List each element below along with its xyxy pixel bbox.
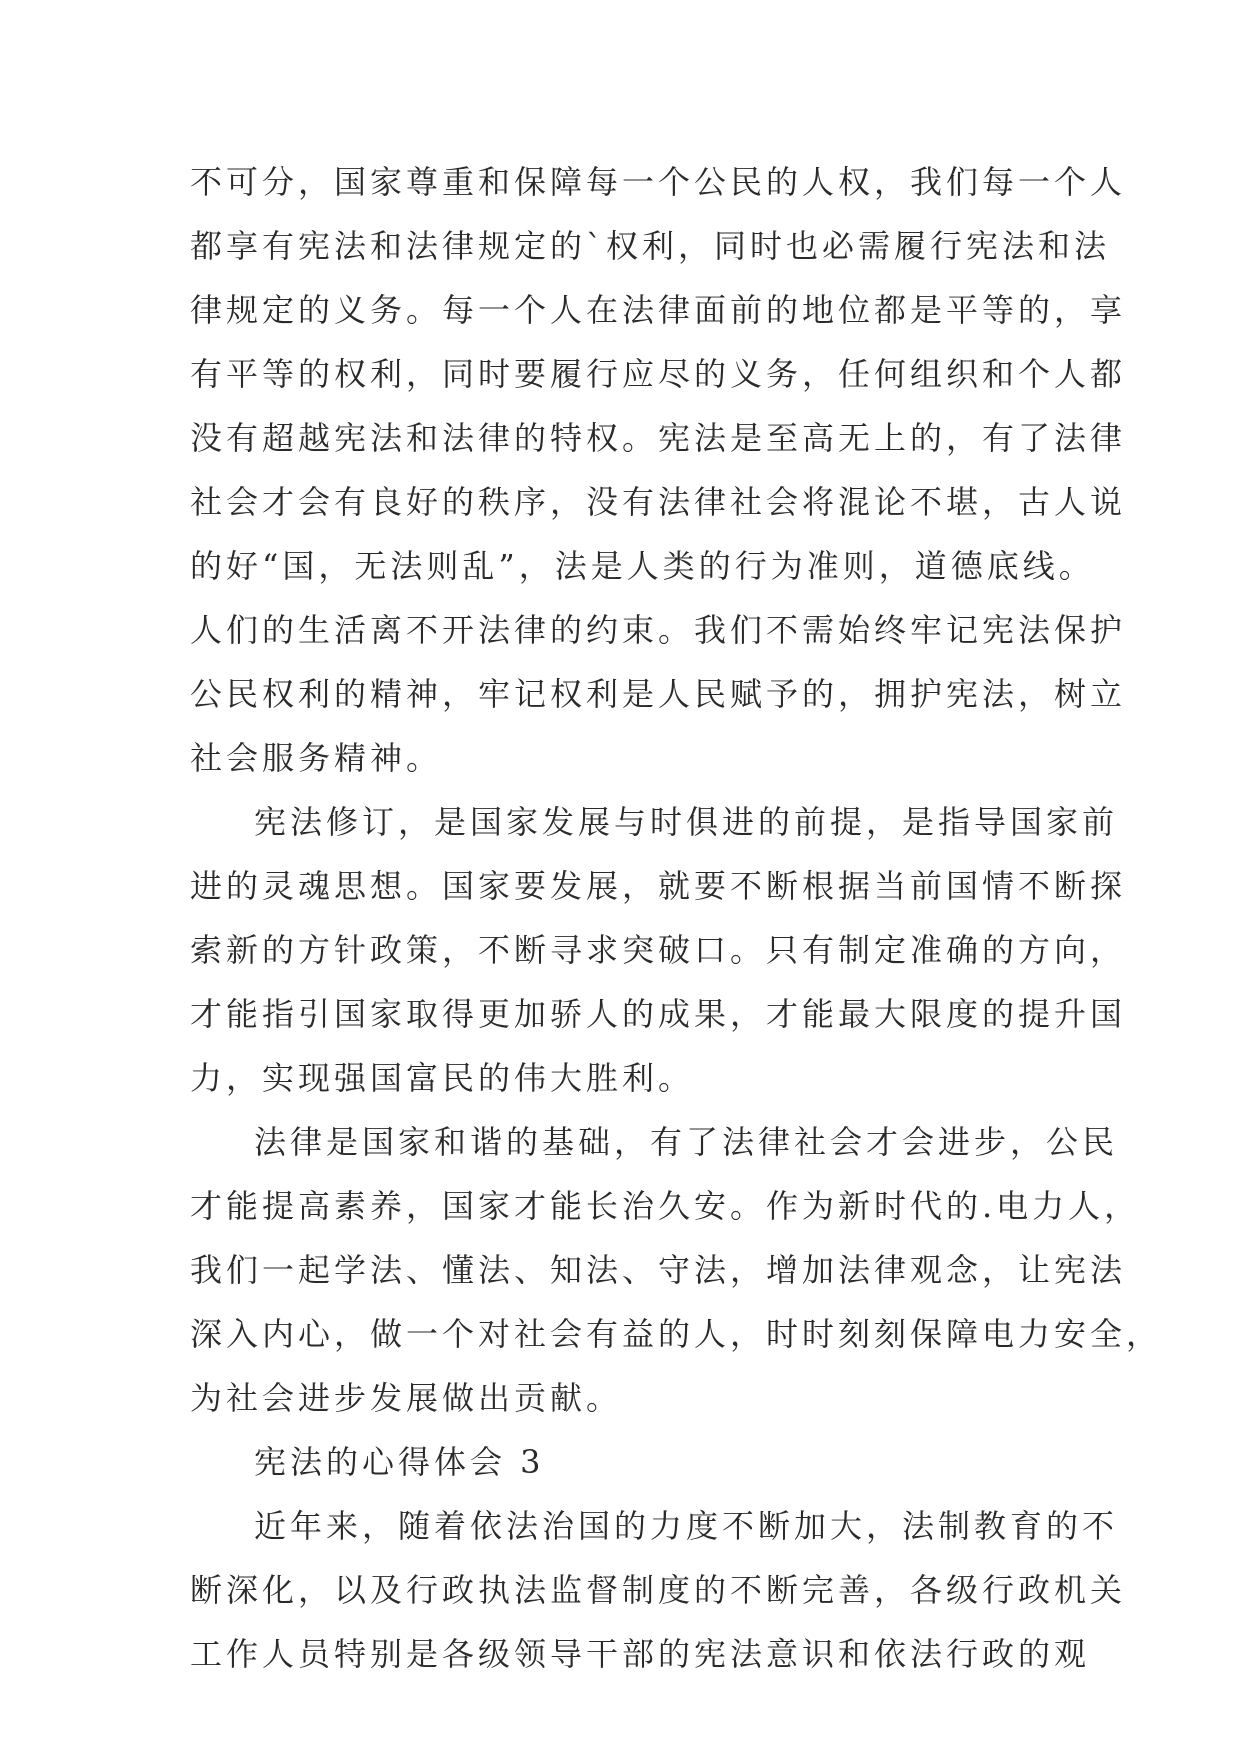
text-line: 社会服务精神。 [190,739,443,777]
text-line: 的好“国，无法则乱”，法是人类的行为准则，道德底线。 [190,547,1095,585]
text-line: 索新的方针政策，不断寻求突破口。只有制定准确的方向， [190,931,1127,969]
text-line: 为社会进步发展做出贡献。 [190,1379,623,1417]
text-line: 社会才会有良好的秩序，没有法律社会将混论不堪，古人说 [190,483,1127,521]
text-line: 有平等的权利，同时要履行应尽的义务，任何组织和个人都 [190,355,1127,393]
text-line: 进的灵魂思想。国家要发展，就要不断根据当前国情不断探 [190,867,1127,905]
paragraph-start-line: 宪法修订，是国家发展与时俱进的前提，是指导国家前 [254,803,1119,841]
paragraph-start-line: 法律是国家和谐的基础，有了法律社会才会进步，公民 [254,1123,1119,1161]
text-line: 深入内心，做一个对社会有益的人，时时刻刻保障电力安全， [190,1315,1163,1353]
text-line: 律规定的义务。每一个人在法律面前的地位都是平等的，享 [190,291,1127,329]
text-line: 断深化，以及行政执法监督制度的不断完善，各级行政机关 [190,1571,1127,1609]
text-line: 都享有宪法和法律规定的`权利，同时也必需履行宪法和法 [190,227,1111,265]
text-line: 不可分，国家尊重和保障每一个公民的人权，我们每一个人 [190,163,1127,201]
text-line: 人们的生活离不开法律的约束。我们不需始终牢记宪法保护 [190,611,1127,649]
text-line: 我们一起学法、懂法、知法、守法，增加法律观念，让宪法 [190,1251,1127,1289]
paragraph-start-line: 近年来，随着依法治国的力度不断加大，法制教育的不 [254,1507,1119,1545]
text-line: 力，实现强国富民的伟大胜利。 [190,1059,695,1097]
section-heading: 宪法的心得体会 3 [254,1443,545,1481]
text-line: 才能指引国家取得更加骄人的成果，才能最大限度的提升国 [190,995,1127,1033]
text-line: 没有超越宪法和法律的特权。宪法是至高无上的，有了法律 [190,419,1127,457]
document-body [190,150,1163,1686]
text-line: 才能提高素养，国家才能长治久安。作为新时代的.电力人， [190,1187,1141,1225]
text-line: 公民权利的精神，牢记权利是人民赋予的，拥护宪法，树立 [190,675,1127,713]
text-line: 工作人员特别是各级领导干部的宪法意识和依法行政的观 [190,1635,1091,1673]
